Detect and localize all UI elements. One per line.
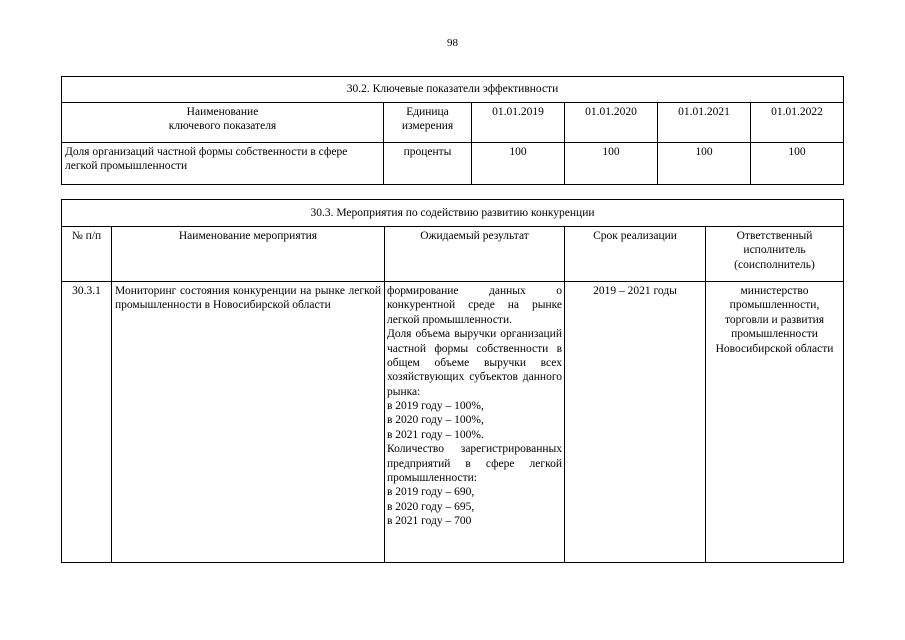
executor: министерство промышленности, торговли и развития промышленности Новосибирской области [706, 282, 844, 563]
result-line: в 2019 году – 690, [387, 486, 475, 499]
header-num: № п/п [62, 227, 112, 282]
header-measure-name: Наименование мероприятия [112, 227, 385, 282]
indicator-name: Доля организаций частной формы собственности в сфере легкой промышленности [62, 143, 384, 185]
result-line: в 2020 году – 695, [387, 500, 475, 513]
header-indicator-line2: ключевого показателя [168, 120, 277, 133]
kpi-table-title: 30.2. Ключевые показатели эффективности [62, 77, 844, 103]
header-date: 01.01.2019 [472, 103, 565, 143]
result-line: формирование данных о конкурентной среде на рынке легкой промышленности. [387, 285, 562, 326]
header-executor: Ответственный исполнитель (соисполнитель) [706, 227, 844, 282]
indicator-value: 100 [565, 143, 658, 185]
result-line: в 2019 году – 100%, [387, 400, 484, 412]
indicator-value: 100 [751, 143, 844, 185]
row-num: 30.3.1 [62, 282, 112, 563]
measures-table [61, 199, 844, 563]
header-unit-line2: измерения [401, 120, 454, 133]
expected-result [385, 282, 565, 563]
measures-table-title: 30.3. Мероприятия по содействию развитию конкуренции [62, 200, 844, 227]
kpi-table [61, 76, 844, 185]
header-indicator-line1: Наименование [186, 106, 259, 118]
header-date: 01.01.2021 [658, 103, 751, 143]
result-line: в 2021 году – 700 [387, 515, 472, 527]
header-date: 01.01.2022 [751, 103, 844, 143]
header-indicator [62, 103, 384, 143]
result-line: в 2021 году – 100%. [387, 428, 484, 441]
result-line: в 2020 году – 100%, [387, 414, 484, 427]
page-number: 98 [447, 37, 458, 49]
indicator-unit: проценты [384, 143, 472, 185]
result-line: Количество зарегистрированных предприятий в сфере легкой промышленности: [387, 443, 562, 484]
indicator-value: 100 [658, 143, 751, 185]
result-line: Доля объема выручки организаций частной формы собственности в общем объеме выручки всех хозяйствующих субъектов данного рынка: [387, 328, 562, 398]
indicator-value: 100 [472, 143, 565, 185]
header-unit-line1: Единица [406, 106, 449, 118]
measure-name: Мониторинг состояния конкуренции на рынке легкой промышленности в Новосибирской области [112, 282, 385, 563]
header-unit [384, 103, 472, 143]
header-date: 01.01.2020 [565, 103, 658, 143]
header-term: Срок реализации [565, 227, 706, 282]
header-result: Ожидаемый результат [385, 227, 565, 282]
term: 2019 – 2021 годы [565, 282, 706, 563]
